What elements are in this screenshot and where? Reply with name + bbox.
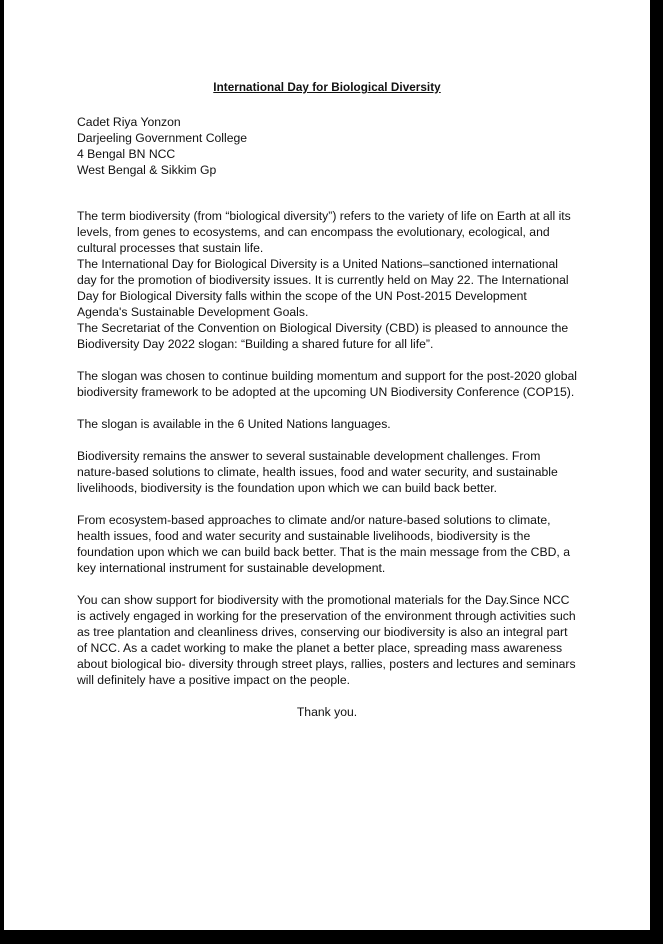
paragraph-spacer	[77, 400, 577, 416]
document-page	[4, 0, 650, 930]
address-line-group: West Bengal & Sikkim Gp	[77, 163, 217, 177]
paragraph-spacer	[77, 576, 577, 592]
sender-address-block	[77, 114, 247, 178]
paragraph-spacer	[77, 352, 577, 368]
paragraph-ncc-support: You can show support for biodiversity with the promotional materials for the Day.Since NCC is actively engaged in working for the preservation of the environment through activities such as tree plantation and cleanliness drives, conserving our biodiversity is also an integral part of NCC. As a cadet working to make the planet a better place, spreading mass awareness about biological bio- diversity through street plays, rallies, posters and lectures and seminars will definitely have a positive impact on the people.	[77, 593, 576, 687]
paragraph-un-day: The International Day for Biological Diversity is a United Nations–sanctioned international day for the promotion of biodiversity issues. It is currently held on May 22. The International Day for Biological Diversity falls within the scope of the UN Post-2015 Development Agenda's Sustainable Development Goals.	[77, 257, 569, 319]
paragraph-challenges: Biodiversity remains the answer to several sustainable development challenges. From nature-based solutions to climate, health issues, food and water security, and sustainable livelihoods, biodiversity is the foundation upon which we can build back better.	[77, 449, 558, 495]
paragraph-definition: The term biodiversity (from “biological diversity”) refers to the variety of life on Earth at all its levels, from genes to ecosystems, and can encompass the evolutionary, ecological, and cultural processes that sustain life.	[77, 209, 571, 255]
address-line-college: Darjeeling Government College	[77, 131, 248, 145]
paragraph-momentum: The slogan was chosen to continue building momentum and support for the post-2020 global biodiversity framework to be adopted at the upcoming UN Biodiversity Conference (COP15).	[77, 369, 578, 399]
paragraph-cbd-slogan: The Secretariat of the Convention on Biological Diversity (CBD) is pleased to announce the Biodiversity Day 2022 slogan: “Building a shared future for all life”.	[77, 321, 569, 351]
address-line-unit: 4 Bengal BN NCC	[77, 147, 176, 161]
document-title: International Day for Biological Diversity	[213, 81, 441, 94]
paragraph-spacer	[77, 432, 577, 448]
paragraph-languages: The slogan is available in the 6 United Nations languages.	[77, 417, 391, 431]
address-line-name: Cadet Riya Yonzon	[77, 115, 181, 129]
closing-thanks: Thank you.	[296, 705, 358, 719]
paragraph-ecosystem: From ecosystem-based approaches to climate and/or nature-based solutions to climate, health issues, food and water security and sustainable livelihoods, biodiversity is the foundation upon which we can build back better. That is the main message from the CBD, a key international instrument for sustainable development.	[77, 513, 570, 575]
document-body	[77, 208, 577, 688]
paragraph-spacer	[77, 496, 577, 512]
